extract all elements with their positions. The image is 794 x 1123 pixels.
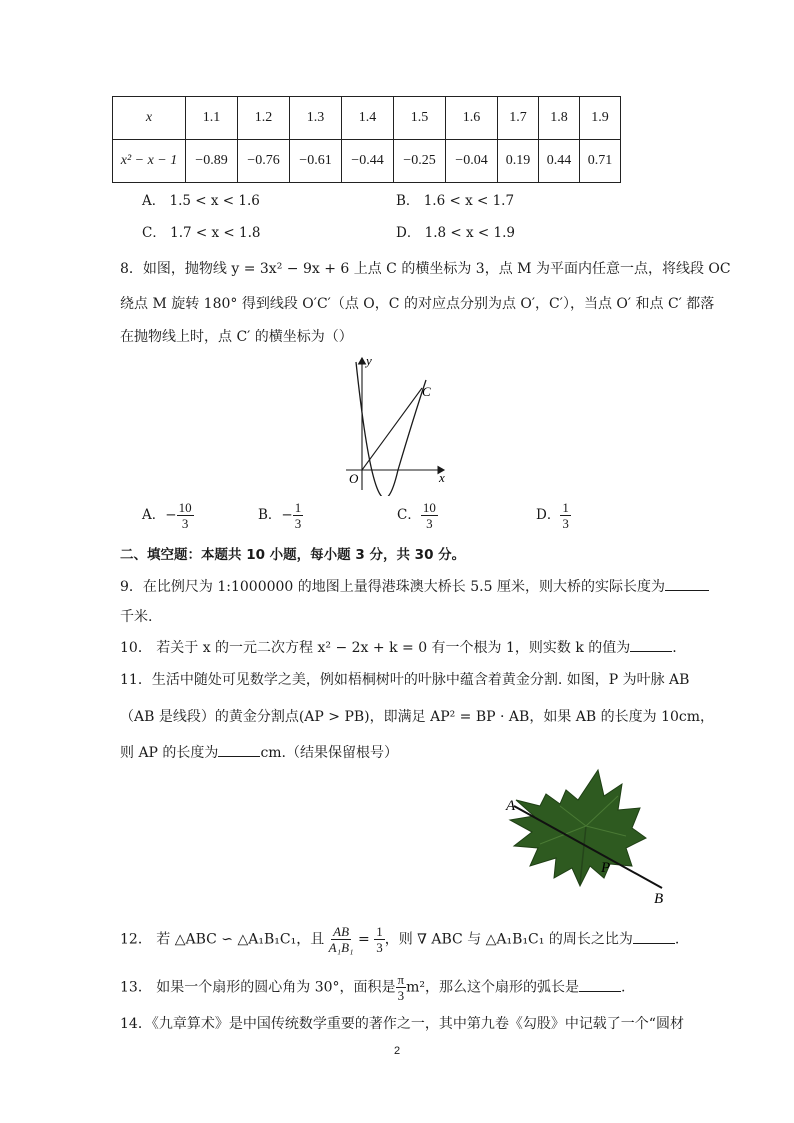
leaf-figure <box>500 766 680 906</box>
answer-blank <box>579 979 621 992</box>
answer-blank <box>630 639 672 652</box>
q8-option-d <box>536 500 571 531</box>
denominator: 3 <box>426 516 433 531</box>
table-cell: 1.9 <box>580 97 621 140</box>
q11-line2: （AB 是线段）的黄金分割点(AP > PB)，即满足 AP² = BP · AB，如果 AB 的长度为 10cm， <box>120 709 715 725</box>
numerator: AB <box>333 924 350 939</box>
denominator: A₁B₁ <box>328 940 354 955</box>
option-fraction <box>293 500 304 531</box>
numerator: 10 <box>178 500 192 515</box>
label-p: P <box>601 860 611 876</box>
numerator: 1 <box>562 500 569 515</box>
numerator: π <box>397 972 405 987</box>
value-table <box>112 96 621 183</box>
q9-text: 9．在比例尺为 1:1000000 的地图上量得港珠澳大桥长 5.5 厘米，则大桥的实际长度为 <box>120 579 665 595</box>
option-sign: − <box>165 507 177 523</box>
q12-end: . <box>674 931 680 948</box>
option-sign: − <box>281 507 293 523</box>
q7-option-d: D． 1.8 < x < 1.9 <box>396 225 515 241</box>
table-cell: −0.04 <box>446 140 498 183</box>
q13-suffix: m²，那么这个扇形的弧长是 <box>406 979 579 996</box>
page-number: 2 <box>393 1045 401 1057</box>
q7-option-a: A． 1.5 < x < 1.6 <box>142 193 260 209</box>
q9-line1 <box>120 576 709 596</box>
q13-end: . <box>621 979 626 996</box>
q12-fraction <box>329 924 354 955</box>
numerator: 1 <box>376 924 383 939</box>
parabola-graph <box>340 350 456 496</box>
label-b: B <box>654 891 664 906</box>
table-cell: −0.89 <box>186 140 238 183</box>
q12-prefix: 12． 若 △ABC ∽ △A₁B₁C₁，且 <box>120 931 325 948</box>
table-cell: 1.5 <box>394 97 446 140</box>
table-cell: 1.7 <box>498 97 539 140</box>
denominator: 3 <box>181 516 189 531</box>
q11-line1: 11．生活中随处可见数学之美，例如梧桐树叶的叶脉中蕴含着黄金分割. 如图，P 为叶脉 AB <box>120 672 690 688</box>
denominator: 3 <box>397 988 405 1003</box>
numerator: 1 <box>294 500 302 515</box>
q11-line3 <box>120 742 398 762</box>
table-cell: 1.3 <box>290 97 342 140</box>
table-header-fx: x² − x − 1 <box>113 140 186 183</box>
label-x: x <box>439 470 445 485</box>
q8-line3: 在抛物线上时，点 C′ 的横坐标为（） <box>120 329 353 345</box>
label-a: A <box>506 798 516 814</box>
option-fraction <box>177 500 194 531</box>
denominator: 3 <box>562 516 569 531</box>
q13-fraction <box>396 972 407 1003</box>
q8-line1: 8．如图，抛物线 y = 3x² − 9x + 6 上点 C 的横坐标为 3，点 M 为平面内任意一点，将线段 OC <box>120 261 731 277</box>
q10-text: 10． 若关于 x 的一元二次方程 x² − 2x + k = 0 有一个根为 1，则实数 k 的值为 <box>120 640 631 656</box>
table-cell: −0.61 <box>290 140 342 183</box>
option-letter: C． <box>397 507 421 523</box>
table-row <box>113 97 621 140</box>
denominator: 3 <box>294 516 302 531</box>
option-letter: D． <box>536 507 561 523</box>
q14-line: 14．《九章算术》是中国传统数学重要的著作之一，其中第九卷《勾股》中记载了一个“圆材 <box>120 1016 684 1032</box>
q9-line2: 千米. <box>120 609 153 625</box>
q12-ratio <box>374 924 385 955</box>
denominator: 3 <box>376 940 383 955</box>
q7-option-c: C． 1.7 < x < 1.8 <box>142 225 261 241</box>
label-y: y <box>366 353 372 368</box>
q10-line <box>120 637 677 657</box>
q8-option-c <box>397 500 438 531</box>
answer-blank <box>633 931 675 944</box>
table-cell: 0.19 <box>498 140 539 183</box>
q7-option-b: B． 1.6 < x < 1.7 <box>396 193 515 209</box>
table-cell: 0.44 <box>539 140 580 183</box>
table-cell: 0.71 <box>580 140 621 183</box>
table-cell: 1.2 <box>238 97 290 140</box>
q12-equals: = <box>358 931 370 948</box>
option-fraction <box>560 500 571 531</box>
q8-line2: 绕点 M 旋转 180° 得到线段 O′C′（点 O，C 的对应点分别为点 O′，C′），当点 O′ 和点 C′ 都落 <box>120 296 715 312</box>
table-cell: −0.25 <box>394 140 446 183</box>
label-c: C <box>422 384 431 399</box>
table-cell: −0.76 <box>238 140 290 183</box>
parabola-curve <box>356 362 426 496</box>
q13-prefix: 13． 如果一个扇形的圆心角为 30°，面积是 <box>120 979 396 996</box>
table-cell: 1.1 <box>186 97 238 140</box>
q8-option-a <box>142 500 194 531</box>
segment-oc <box>362 388 422 470</box>
table-cell: −0.44 <box>342 140 394 183</box>
answer-blank <box>665 578 709 591</box>
option-fraction <box>421 500 438 531</box>
table-cell: 1.4 <box>342 97 394 140</box>
table-header-x: x <box>113 97 186 140</box>
q13-line <box>120 972 625 1003</box>
option-letter: A． <box>142 507 166 523</box>
numerator: 10 <box>422 500 436 515</box>
q12-line <box>120 924 679 955</box>
table-row <box>113 140 621 183</box>
option-letter: B． <box>258 507 282 523</box>
q12-suffix: ，则 ∇ ABC 与 △A₁B₁C₁ 的周长之比为 <box>384 931 633 948</box>
label-o: O <box>349 471 359 486</box>
q11-text-b: cm.（结果保留根号） <box>260 745 399 761</box>
answer-blank <box>218 744 260 757</box>
q11-text-a: 则 AP 的长度为 <box>120 745 219 761</box>
table-cell: 1.8 <box>539 97 580 140</box>
section-title: 二、填空题：本题共 10 小题，每小题 3 分，共 30 分。 <box>120 547 466 563</box>
table-cell: 1.6 <box>446 97 498 140</box>
q10-end: . <box>672 640 677 656</box>
q8-option-b <box>258 500 303 531</box>
